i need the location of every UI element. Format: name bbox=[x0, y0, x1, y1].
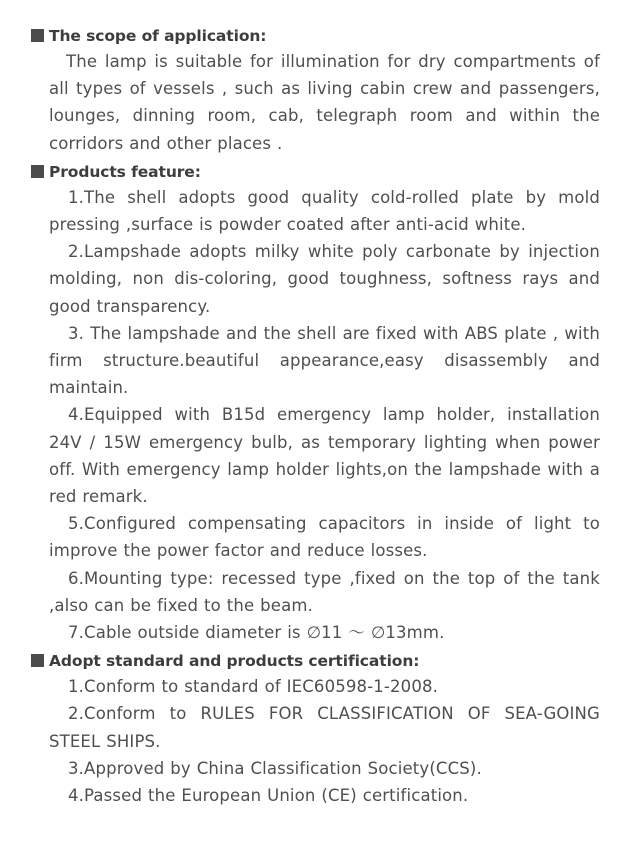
feature-item: 1.The shell adopts good quality cold-rolled plate by mold pressing ,surface is powder coated after anti-acid white. bbox=[49, 187, 600, 235]
features-heading-text: Products feature: bbox=[49, 162, 201, 181]
feature-item: 7.Cable outside diameter is ∅11 ～ ∅13mm. bbox=[68, 623, 445, 643]
square-bullet-icon bbox=[31, 654, 44, 667]
certification-item: 4.Passed the European Union (CE) certification. bbox=[68, 786, 469, 806]
feature-item: 6.Mounting type: recessed type ,fixed on the top of the tank ,also can be fixed to the beam. bbox=[49, 568, 600, 615]
features-heading bbox=[0, 160, 632, 184]
scope-heading-text: The scope of application: bbox=[49, 27, 267, 45]
certification-item: 1.Conform to standard of IEC60598-1-2008. bbox=[68, 677, 439, 697]
square-bullet-icon bbox=[31, 165, 44, 178]
certification-heading-text: Adopt standard and products certification: bbox=[49, 652, 420, 671]
certification-heading bbox=[0, 649, 632, 673]
feature-item: 5.Configured compensating capacitors in inside of light to improve the power factor and reduce losses. bbox=[49, 514, 600, 561]
feature-item: 2.Lampshade adopts milky white poly carbonate by injection molding, non dis-coloring, good toughness, softness rays and good transparency. bbox=[49, 242, 600, 316]
feature-item: 3. The lampshade and the shell are fixed with ABS plate , with firm structure.beautiful appearance,easy disassembly and maintain. bbox=[49, 323, 600, 398]
feature-item: 4.Equipped with B15d emergency lamp holder, installation 24V / 15W emergency bulb, as temporary lighting when power off. With emergency lamp holder lights,on the lampshade with a red remark. bbox=[49, 405, 600, 507]
scope-paragraph: The lamp is suitable for illumination for dry compartments of all types of vessels , such as living cabin crew and passengers, lounges, dinning room, cab, telegraph room and within the corridors and other places . bbox=[49, 52, 600, 153]
certification-item: 3.Approved by China Classification Society(CCS). bbox=[68, 758, 482, 778]
square-bullet-icon bbox=[31, 29, 44, 42]
certification-item: 2.Conform to RULES FOR CLASSIFICATION OF SEA-GOING STEEL SHIPS. bbox=[49, 704, 600, 751]
scope-heading bbox=[0, 24, 632, 48]
spec-document bbox=[0, 24, 632, 809]
